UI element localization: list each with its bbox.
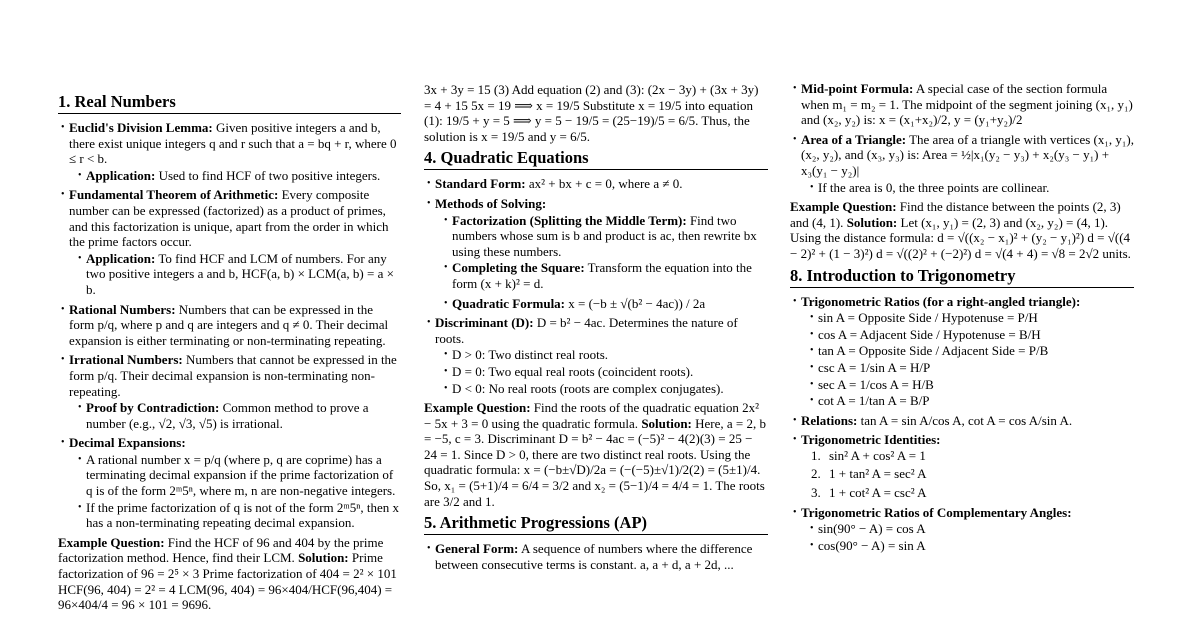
identities-title: Trigonometric Identities:	[801, 432, 941, 448]
section-heading-trigonometry: 8. Introduction to Trigonometry	[790, 266, 1134, 288]
fta-app-text: To find HCF and LCM of numbers. For any two positive integers a and b, HCF(a, b) × LCM(a, b) = a × b.	[86, 250, 394, 297]
irrational-title: Irrational Numbers:	[69, 352, 183, 368]
euclid-title: Euclid's Division Lemma:	[69, 120, 213, 135]
method-completing-square	[441, 260, 768, 291]
identity-number: 1.	[811, 447, 821, 463]
column-1	[58, 92, 401, 626]
example-question: Find the distance between the points (2, 3) and (4, 1).	[790, 199, 1121, 230]
example-label: Example Question:	[424, 400, 531, 416]
fta-text: Every composite number can be expressed (factorized) as a product of primes, and this factorization is unique, apart from the order in which the prime factors occur.	[69, 187, 389, 250]
euclid-lemma-item	[58, 120, 401, 183]
irrational-numbers-item	[58, 352, 401, 431]
discriminant-item	[424, 315, 768, 396]
column-3	[790, 81, 1134, 626]
complementary-1: • sin(90° − A) = cos A	[807, 521, 1134, 537]
general-form-title: General Form:	[435, 541, 519, 557]
midpoint-title: Mid-point Formula:	[801, 81, 914, 96]
identity-number: 3.	[811, 485, 821, 501]
solution-text: Prime factorization of 96 = 2⁵ × 3 Prime factorization of 404 = 2² × 101 HCF(96, 404) = 2² = 4 LCM(96, 404) = 96×404/HCF(96,404) = 96×404/4 = 96 × 101 = 9696.	[58, 550, 397, 613]
solution-label: Solution:	[846, 214, 898, 230]
fta-title: Fundamental Theorem of Arithmetic:	[69, 187, 279, 203]
ratio-sec: • sec A = 1/cos A = H/B	[807, 377, 1134, 393]
trig-ratios-item	[790, 294, 1134, 409]
example-quadratic	[424, 400, 768, 509]
quadratic-formula-title: Quadratic Formula:	[452, 295, 566, 311]
section-heading-real-numbers: 1. Real Numbers	[58, 92, 401, 114]
proof-text: Common method to prove a number (e.g., √2, √3, √5) is irrational.	[86, 400, 369, 431]
standard-form-item	[424, 176, 768, 192]
ratio-csc: • csc A = 1/sin A = H/P	[807, 360, 1134, 376]
quadratic-formula-text: x = (−b ± √(b² − 4ac)) / 2a	[568, 295, 706, 311]
example-distance	[790, 199, 1134, 261]
example-question: Find the HCF of 96 and 404 by the prime factorization method. Hence, find their LCM.	[58, 534, 384, 566]
solution-text: Here, a = 2, b = −5, c = 3. Discriminant D = b² − 4ac = (−5)² − 4(2)(3) = 25 − 24 = 1. Since D > 0, there are two distinct real roots. Using the quadratic formula: x = (−b±√D)/2a = (−(−5)±√1)/2(2) = (5±1)/4. So, x₁ = (5+1)/4 = 6/4 = 3/2 and x₂ = (5−1)/4 = 4/4 = 1. The roots are 3/2 and 1.	[424, 415, 766, 509]
euclid-app-text: Used to find HCF of two positive integers.	[158, 167, 381, 183]
decimal-sub-2: • If the prime factorization of q is not of the form 2ᵐ5ⁿ, then x has a non-terminating repeating decimal expansion.	[75, 500, 401, 531]
rational-text: Numbers that can be expressed in the form p/q, where p and q are integers and q ≠ 0. Their decimal expansion is either terminating or non-terminating repeating.	[69, 301, 389, 348]
solution-label: Solution:	[298, 550, 349, 566]
identity-1	[809, 448, 1134, 464]
ratio-sin: • sin A = Opposite Side / Hypotenuse = P/H	[807, 310, 1134, 326]
solution-text: Let (x₁, y₁) = (2, 3) and (x₂, y₂) = (4, 1). Using the distance formula: d = √((x₂ − x₁)² + (y₂ − y₁)²) d = √((4 − 2)² + (1 − 3)²) d = √((2)² + (−2)²) d = √(4 + 4) = √8 = 2√2 units.	[790, 214, 1131, 261]
complementary-angles-item	[790, 505, 1134, 554]
rational-numbers-item	[58, 302, 401, 349]
completing-square-text: Transform the equation into the form (x + k)² = d.	[452, 260, 752, 291]
decimal-sub-1: • A rational number x = p/q (where p, q are coprime) has a terminating decimal expansion if the prime factorization of q is of the form 2ᵐ5ⁿ, where m, n are non-negative integers.	[75, 452, 401, 499]
complementary-2: • cos(90° − A) = sin A	[807, 538, 1134, 554]
general-form-text: A sequence of numbers where the difference between consecutive terms is constant. a, a + d, a + 2d, ...	[435, 541, 753, 572]
decimal-expansions-item	[58, 435, 401, 531]
discriminant-case-3: • D < 0: No real roots (roots are complex conjugates).	[441, 381, 768, 397]
section-heading-ap: 5. Arithmetic Progressions (AP)	[424, 513, 768, 535]
identity-text: 1 + tan² A = sec² A	[829, 466, 927, 482]
relations-item	[790, 413, 1134, 429]
example-label: Example Question:	[58, 534, 165, 550]
identity-3	[809, 485, 1134, 501]
proof-title: Proof by Contradiction:	[86, 400, 220, 416]
factorization-text: Find two numbers whose sum is b and product is ac, then rewrite bx using these numbers.	[452, 212, 757, 259]
area-text: The area of a triangle with vertices (x₁, y₁), (x₂, y₂), and (x₃, y₃) is: Area = ½|x₁(y₂ − y₃) + x₂(y₃ − y₁) + x₃(y₁ − y₂)|	[801, 131, 1134, 178]
ratio-cot: • cot A = 1/tan A = B/P	[807, 393, 1134, 409]
identity-number: 2.	[811, 466, 821, 482]
discriminant-title: Discriminant (D):	[435, 315, 534, 331]
euclid-app-title: Application:	[86, 167, 156, 183]
method-quadratic-formula	[441, 296, 768, 312]
section-heading-quadratic: 4. Quadratic Equations	[424, 148, 768, 170]
midpoint-text: A special case of the section formula when m₁ = m₂ = 1. The midpoint of the segment joining (x₁, y₁) and (x₂, y₂) is: x = (x₁+x₂)/2, y = (y₁+y₂)/2	[801, 81, 1133, 128]
example-question: Find the roots of the quadratic equation 2x² − 5x + 3 = 0 using the quadratic formula.	[424, 400, 760, 431]
methods-title: Methods of Solving:	[435, 195, 547, 211]
identity-text: 1 + cot² A = csc² A	[829, 485, 927, 501]
methods-item	[424, 196, 768, 311]
factorization-title: Factorization (Splitting the Middle Term):	[452, 212, 687, 228]
example-hcf	[58, 535, 401, 613]
area-title: Area of a Triangle:	[801, 131, 907, 147]
solution-label: Solution:	[641, 415, 692, 431]
rational-title: Rational Numbers:	[69, 301, 176, 317]
complementary-title: Trigonometric Ratios of Complementary Angles:	[801, 504, 1072, 520]
fta-application	[75, 251, 401, 298]
area-triangle-item	[790, 132, 1134, 195]
relations-title: Relations:	[801, 412, 858, 428]
area-collinear: • If the area is 0, the three points are collinear.	[807, 180, 1134, 196]
discriminant-text: D = b² − 4ac. Determines the nature of roots.	[435, 315, 738, 346]
discriminant-case-1: • D > 0: Two distinct real roots.	[441, 347, 768, 363]
irrational-text: Numbers that cannot be expressed in the form p/q. Their decimal expansion is non-terminating non-repeating.	[69, 352, 397, 399]
example-label: Example Question:	[790, 199, 897, 215]
euclid-text: Given positive integers a and b, there exist unique integers q and r such that a = bq + r, where 0 ≤ r < b.	[69, 120, 397, 167]
standard-form-title: Standard Form:	[435, 176, 526, 192]
fta-app-title: Application:	[86, 250, 156, 266]
relations-text: tan A = sin A/cos A, cot A = cos A/sin A.	[860, 412, 1073, 428]
decimal-title: Decimal Expansions:	[69, 435, 186, 451]
trig-identities-item	[790, 432, 1134, 500]
ratio-cos: • cos A = Adjacent Side / Hypotenuse = B/H	[807, 327, 1134, 343]
euclid-application	[75, 168, 401, 184]
proof-contradiction	[75, 400, 401, 431]
fta-item	[58, 187, 401, 297]
completing-square-title: Completing the Square:	[452, 260, 585, 276]
general-form-item	[424, 541, 768, 572]
identity-text: sin² A + cos² A = 1	[829, 447, 926, 463]
trig-ratios-title: Trigonometric Ratios (for a right-angled triangle):	[801, 293, 1081, 309]
ratio-tan: • tan A = Opposite Side / Adjacent Side = P/B	[807, 343, 1134, 359]
identity-2	[809, 466, 1134, 482]
continued-solution: 3x + 3y = 15 (3) Add equation (2) and (3): (2x − 3y) + (3x + 3y) = 4 + 15 5x = 19 ⟹ x = 19/5 Substitute x = 19/5 into equation (1): 19/5 + y = 5 ⟹ y = 5 − 19/5 = (25−19)/5 = 6/5. Thus, the solution is x = 19/5 and y = 6/5.	[424, 82, 759, 144]
method-factorization	[441, 213, 768, 260]
midpoint-item	[790, 81, 1134, 128]
discriminant-case-2: • D = 0: Two equal real roots (coincident roots).	[441, 364, 768, 380]
standard-form-text: ax² + bx + c = 0, where a ≠ 0.	[528, 176, 683, 192]
column-2	[424, 82, 768, 626]
